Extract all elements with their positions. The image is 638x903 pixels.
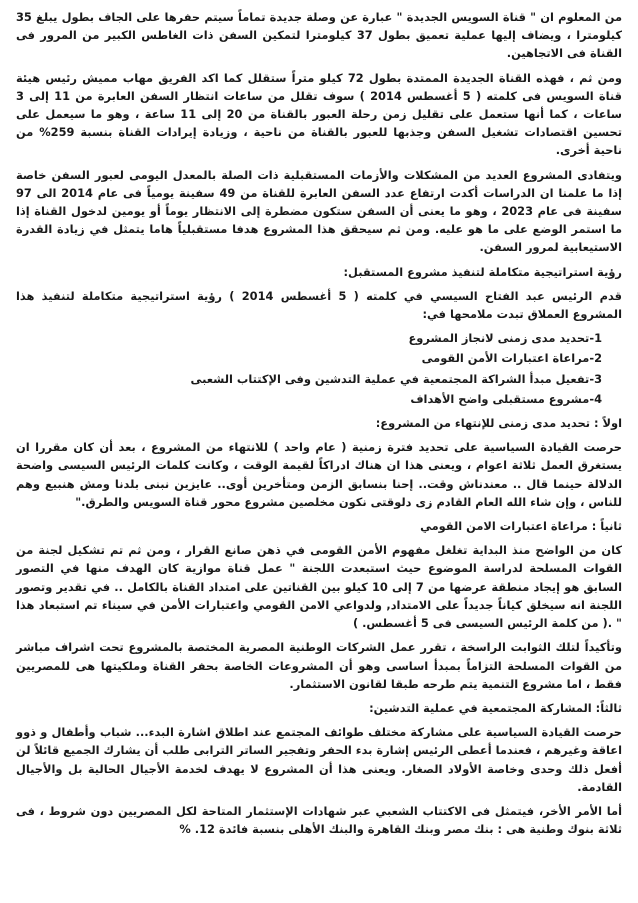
intro-paragraph-1: من المعلوم ان " قناة السويس الجديدة " عبارة عن وصلة جديدة تماماً سيتم حفرها على الجاف بطول يبلغ 35 كيلومترا ، ويضاف إليها عملية تعميق بطول 37 كيلومترا لتمكين السفن ذات الغاطس الكبير من المرور فى القناة فى الاتجاهين.	[16, 10, 622, 61]
intro-paragraph-3: ويتفادى المشروع العديد من المشكلات والأزمات المستقبلية ذات الصلة بالمعدل اليومى لعبور السفن خاصة إذا ما علمنا ان الدراسات أكدت ارتفاع عدد السفن العابرة للقناة من 49 سفينة يومياً فى عام 2014 الى 97 سفينة فى عام 2023 ، وهو ما يعنى أن السفن ستكون مضطرة إلى الانتظار يوماً أو يومين لدخول القناة إذا ما استمر الوضع على ما هو عليه. ومن ثم سيحقق هذا المشروع هدفا مستقبلياً هاما يتمثل في زيادة القدرة الاستيعابية لمرور السفن.	[16, 167, 622, 255]
list-item: 2-مراعاة اعتبارات الأمن القومى	[421, 351, 602, 366]
vision-paragraph: قدم الرئيس عبد الفتاح السيسي في كلمته ( 5 أغسطس 2014 ) رؤية استراتيجية متكاملة لتنفيذ هذا المشروع العملاق تبدت ملامحها في:	[16, 288, 622, 322]
section3-paragraph-1: حرصت القيادة السياسية على مشاركة مختلف طوائف المجتمع عند اطلاق اشارة البدء... شباب وأطفال و ذوو اعاقة وغيرهم ، فعندما أعطى الرئيس إشارة بدء الحفر وتفجير الساتر الترابى طلب أن يشارك الجميع قائلاً لن أفعل ذلك وحدى وخاصة الأولاد الصغار. ويعنى هذا أن المشروع لا يهدف لخدمة الأجيال الحالية بل والأجيال القادمة.	[16, 725, 622, 794]
list-item: 4-مشروع مستقبلى واضح الأهداف	[410, 391, 602, 406]
section3-heading: ثالثاً: المشاركة المجتمعية في عملية التدشين:	[369, 700, 622, 715]
vision-heading: رؤية استراتيجية متكاملة لتنفيذ مشروع المستقبل:	[343, 264, 622, 279]
section1-heading: اولاً : تحديد مدى زمنى للإنتهاء من المشروع:	[375, 416, 622, 431]
vision-list	[16, 329, 622, 408]
list-item: 1-تحديد مدى زمنى لانجاز المشروع	[408, 331, 602, 346]
document-page	[16, 8, 622, 844]
section3-paragraph-2: أما الأمر الأخر، فيتمثل فى الاكتتاب الشعبي عبر شهادات الإستثمار المتاحة لكل المصريين دون شروط ، فى ثلاثة بنوك وطنية هى : بنك مصر وبنك القاهرة والبنك الأهلى بنسبة فائدة 12. %	[16, 803, 622, 837]
list-item: 3-تفعيل مبدأ الشراكة المجتمعية في عملية التدشين وفى الإكتتاب الشعبى	[190, 371, 602, 386]
intro-paragraph-2: ومن ثم ، فهذه القناة الجديدة الممتدة بطول 72 كيلو متراً ستقلل كما اكد الفريق مهاب مميش رئيس هيئة قناة السويس فى كلمته ( 5 أغسطس 2014 ) سوف تقلل من ساعات انتظار السفن العابرة من 11 إلى 3 ساعات ، كما أنها ستعمل على تقليل زمن رحلة العبور بالقناة من 20 إلى 11 ساعة ، وهو ما سيعمل على تحسين اقتصادات تشغيل السفن وجذبها للعبور بالقناة من ناحية ، وزيادة إيرادات القناة بنسبة 259% من ناحية أخرى.	[16, 70, 623, 158]
section2-paragraph-1: كان من الواضح منذ البداية تغلغل مفهوم الأمن القومى في ذهن صانع القرار ، ومن ثم تم تشكيل لجنة من القوات المسلحة لدراسة الموضوع حيث استبعدت اللجنة " عمل قناة موازية كان الهدف منها في التصور السابق هو إيجاد منطقة عرضها من 7 إلى 10 كيلو بين القناتين على امتداد القناة بالكامل .. في تقدير وتصور اللجنة انه سيخلق كياناً جديداً على الامتداد, ولدواعي الامن القومي واعتبارات الأمن في سيناء تم استبعاد هذا " .( من كلمة الرئيس السيسى فى 5 أغسطس. )	[16, 543, 622, 631]
section2-heading: ثانياً : مراعاة اعتبارات الامن القومي	[420, 519, 622, 534]
section1-paragraph: حرصت القيادة السياسية على تحديد فترة زمنية ( عام واحد ) للانتهاء من المشروع ، بعد أن كان مقررا ان يستغرق العمل ثلاثة اعوام ، ويعنى هذا ان هناك ادراكاً لقيمة الوقت ، وكانت كلمات الرئيس السيسى واضحة الدلالة حينما قال .. معندناش وقت.. إحنا بنسابق الزمن ومتأخرين أوى.. عايزين نبنى بلدنا ومش هنبيع وهم للناس ، وإن شاء الله العام القادم زى دلوقتى نكون مخلصين مشروع محور قناة السويس والطرق."	[16, 440, 622, 509]
section2-paragraph-2: وتأكيداً لتلك الثوابت الراسخة ، تقرر عمل الشركات الوطنية المصرية المختصة بالمشروع تحت اشراف مباشر من القوات المسلحة التزاماً بمبدأ اساسى وهو أن المشروعات الخاصة بحفر القناة وملكيتها هى للمصريين فقط ، اما مشروع التنمية يتم طرحه طبقا لقانون الاستثمار.	[16, 640, 622, 691]
